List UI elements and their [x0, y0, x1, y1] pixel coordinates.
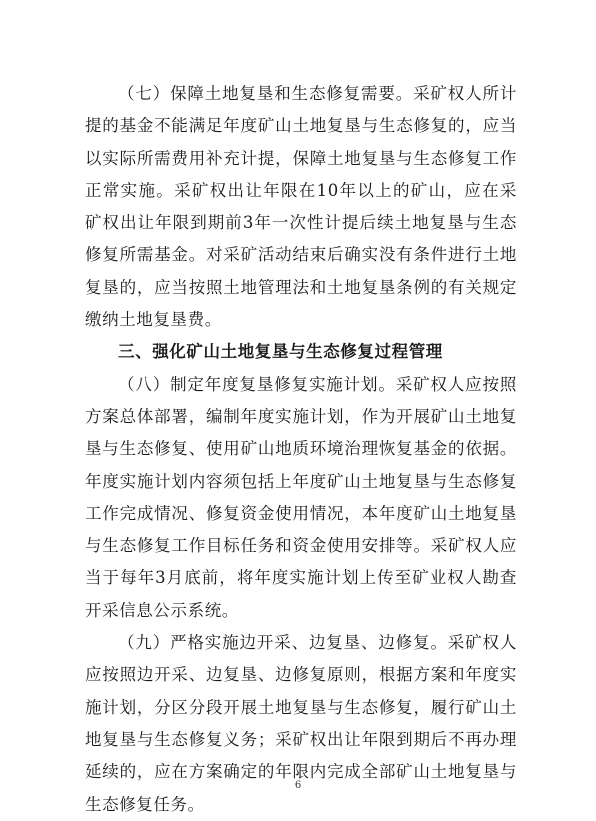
section-heading-three: 三、强化矿山土地复垦与生态修复过程管理 — [118, 342, 443, 362]
paragraph-seven: （七）保障土地复垦和生态修复需要。采矿权人所计提的基金不能满足年度矿山土地复垦与生态修复的，应当以实际所需费用补充计提，保障土地复垦与生态修复工作正常实施。采矿权出让年限在10年以上的矿山，应在采矿权出让年限到期前3年一次性计提后续土地复垦与生态修复所需基金。对采矿活动结束后确实没有条件进行土地复垦的，应当按照土地管理法和土地复垦条例的有关规定缴纳土地复垦费。 — [85, 84, 517, 330]
paragraph-eight: （八）制定年度复垦修复实施计划。采矿权人应按照方案总体部署，编制年度实施计划，作为开展矿山土地复垦与生态修复、使用矿山地质环境治理恢复基金的依据。年度实施计划内容须包括上年度矿山土地复垦与生态修复工作完成情况、修复资金使用情况，本年度矿山土地复垦与生态修复工作目标任务和资金使用安排等。采矿权人应当于每年3月底前，将年度实施计划上传至矿业权人勘查开采信息公示系统。 — [85, 374, 517, 620]
page-number: 6 — [294, 780, 302, 791]
paragraph-nine: （九）严格实施边开采、边复垦、边修复。采矿权人应按照边开采、边复垦、边修复原则，根据方案和年度实施计划，分区分段开展土地复垦与生态修复，履行矿山土地复垦与生态修复义务；采矿权出让年限到期后不再办理延续的，应在方案确定的年限内完成全部矿山土地复垦与生态修复任务。 — [85, 633, 517, 814]
document-body — [85, 78, 517, 821]
